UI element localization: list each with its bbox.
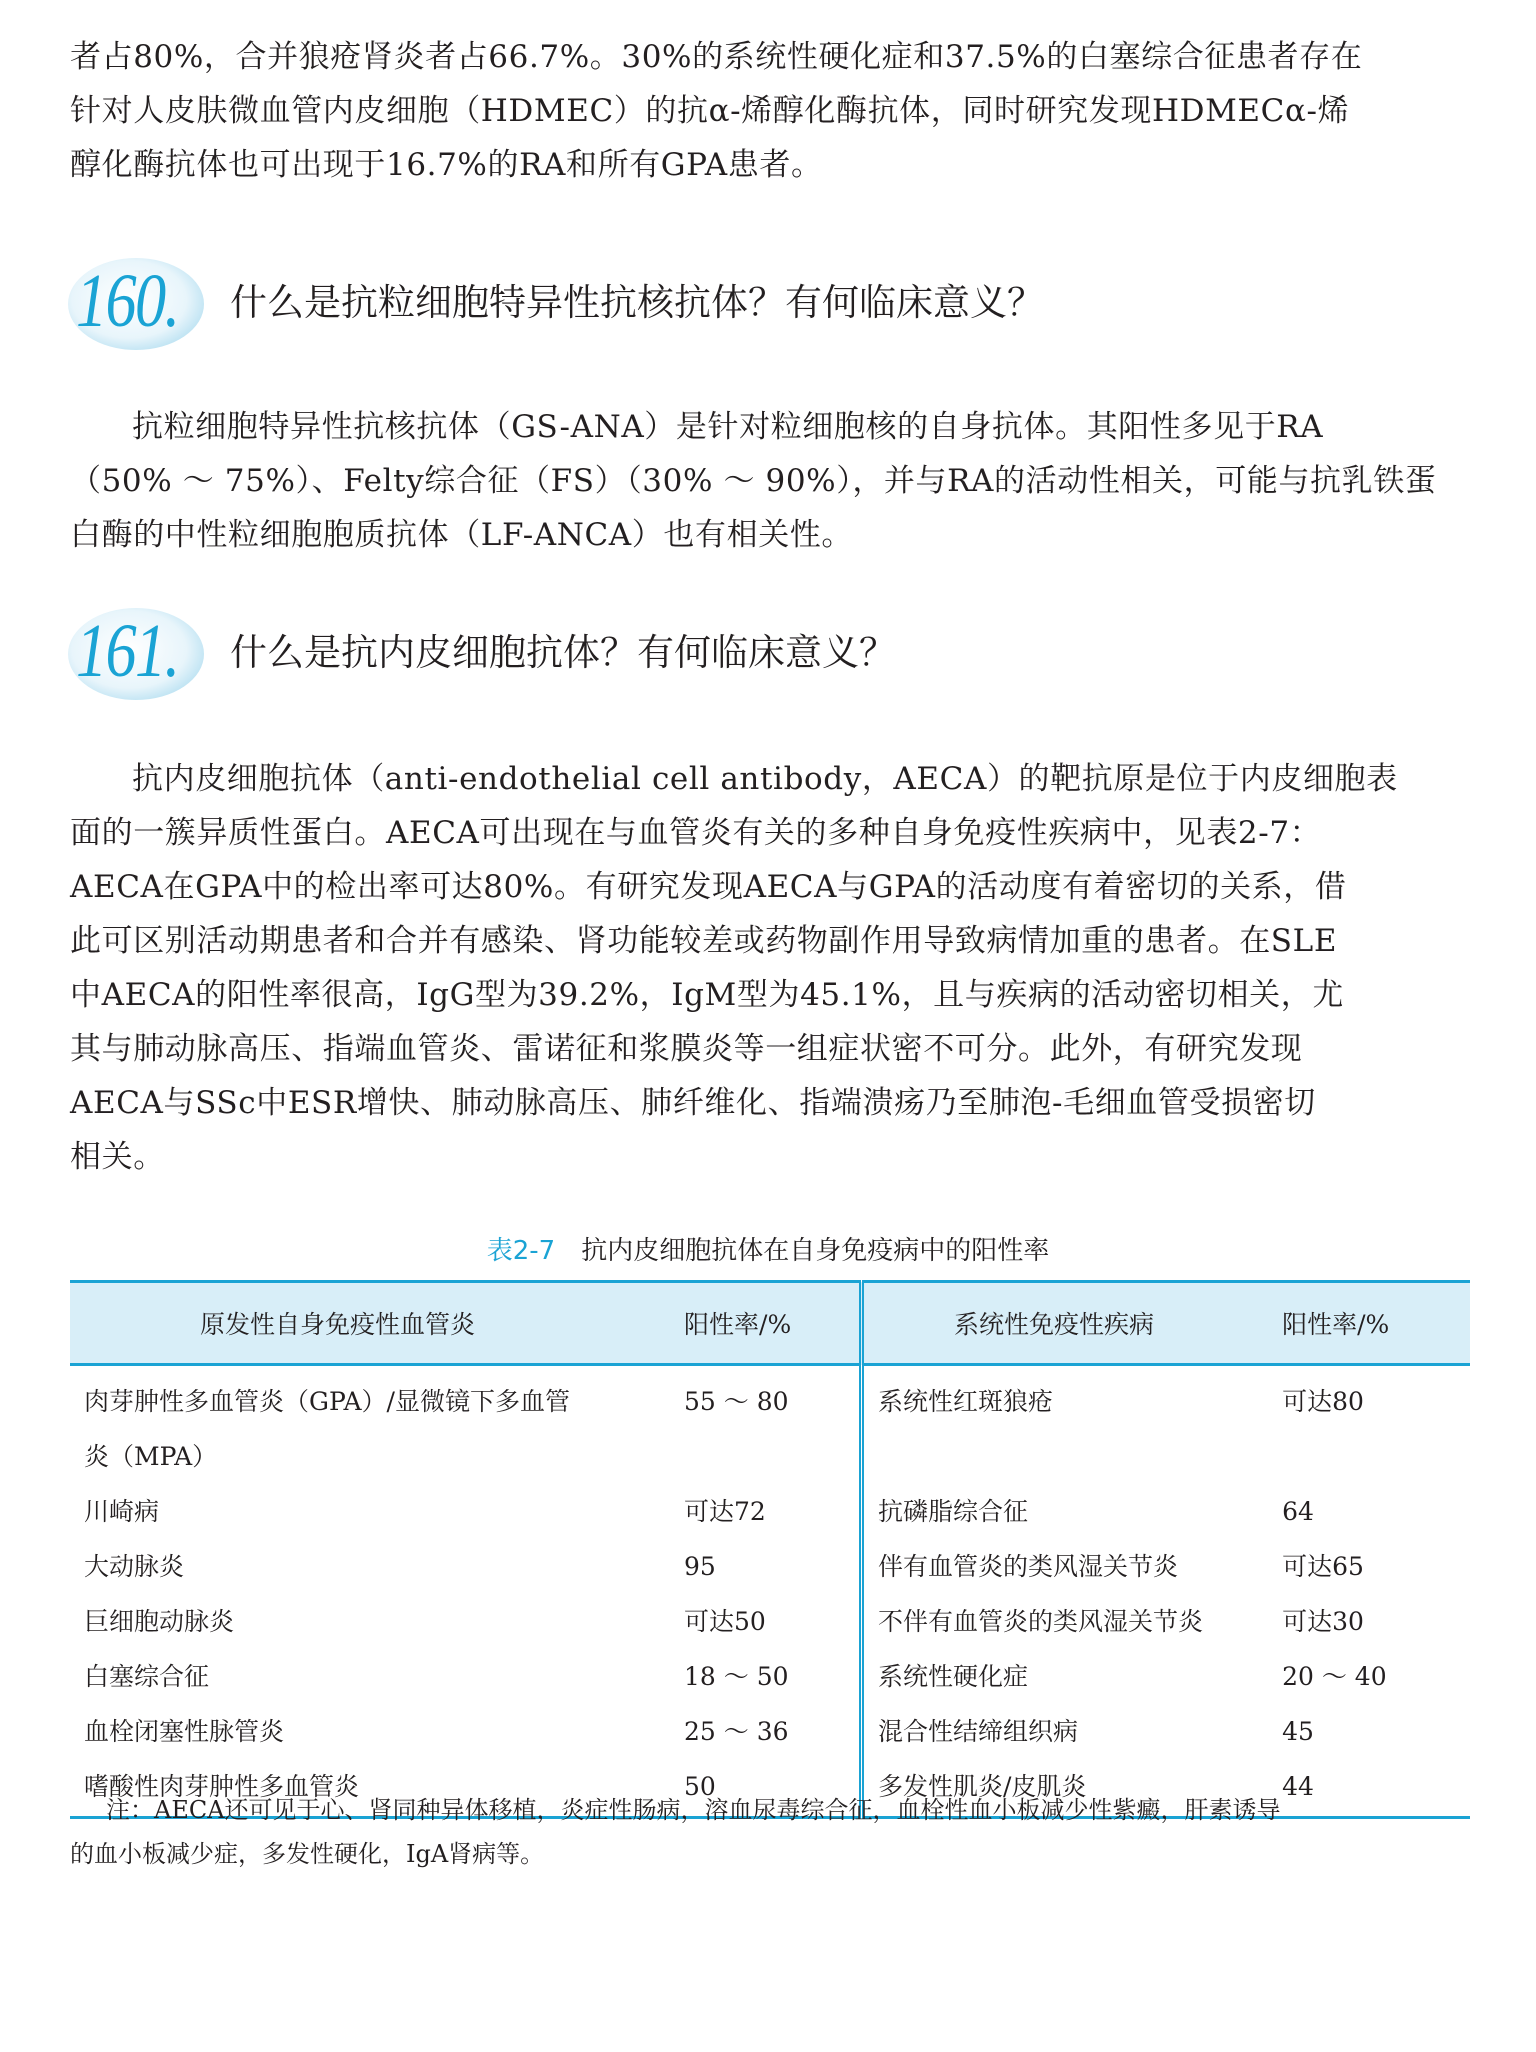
table-cell: 混合性结缔组织病 [877, 1717, 1078, 1746]
text-line: 抗粒细胞特异性抗核抗体（GS-ANA）是针对粒细胞核的自身抗体。其阳性多见于RA [132, 409, 1324, 445]
intro-paragraph [70, 30, 1470, 192]
table-cell: 可达65 [1282, 1552, 1364, 1581]
table-cell [672, 1429, 861, 1484]
column-header: 系统性免疫性疾病 [861, 1282, 1270, 1365]
table-row [70, 1539, 1470, 1594]
text-line: 此可区别活动期患者和合并有感染、肾功能较差或药物副作用导致病情加重的患者。在SLE [70, 923, 1338, 959]
table-caption-title: 抗内皮细胞抗体在自身免疫病中的阳性率 [581, 1236, 1050, 1266]
table-note [70, 1788, 1470, 1876]
aeca-positivity-table [70, 1280, 1470, 1819]
question-number: 160. [76, 259, 179, 343]
column-header: 阳性率/% [1270, 1282, 1470, 1365]
table-cell: 可达50 [672, 1594, 861, 1649]
text-line: （50% ～ 75%）、Felty综合征（FS）（30% ～ 90%），并与RA的活动性相关，可能与抗乳铁蛋 [70, 463, 1437, 499]
text-line: AECA在GPA中的检出率可达80%。有研究发现AECA与GPA的活动度有着密切的关系，借 [70, 869, 1347, 905]
table-cell: 55 ～ 80 [672, 1365, 861, 1430]
column-header: 阳性率/% [672, 1282, 861, 1365]
text-line: 中AECA的阳性率很高，IgG型为39.2%，IgM型为45.1%，且与疾病的活动密切相关，尤 [70, 977, 1344, 1013]
table-cell: 血栓闭塞性脉管炎 [84, 1717, 285, 1746]
table-cell: 不伴有血管炎的类风湿关节炎 [877, 1607, 1203, 1636]
text-line: 相关。 [70, 1139, 165, 1175]
table-cell: 肉芽肿性多血管炎（GPA）/显微镜下多血管 [84, 1387, 570, 1416]
table-cell: 50 [672, 1759, 861, 1818]
table-cell: 可达80 [1282, 1387, 1364, 1416]
table-cell: 可达30 [1282, 1607, 1364, 1636]
table-cell: 系统性红斑狼疮 [877, 1387, 1053, 1416]
text-line: 针对人皮肤微血管内皮细胞（HDMEC）的抗α-烯醇化酶抗体，同时研究发现HDMECα-烯 [70, 93, 1350, 129]
question-161-heading [64, 600, 1464, 710]
table-cell: 炎（MPA） [84, 1442, 218, 1471]
table-header-row [70, 1282, 1470, 1365]
note-line: 注：AECA还可见于心、肾同种异体移植，炎症性肠病，溶血尿毒综合征，血栓性血小板减少性紫癜，肝素诱导 [106, 1796, 1281, 1824]
table-row [70, 1484, 1470, 1539]
table-cell: 20 ～ 40 [1282, 1662, 1387, 1691]
table-cell: 嗜酸性肉芽肿性多血管炎 [70, 1759, 672, 1818]
note-line: 的血小板减少症，多发性硬化，IgA肾病等。 [70, 1840, 545, 1868]
table-cell: 45 [1282, 1717, 1314, 1746]
text-line: AECA与SSc中ESR增快、肺动脉高压、肺纤维化、指端溃疡乃至肺泡-毛细血管受损密切 [70, 1085, 1316, 1121]
column-header: 原发性自身免疫性血管炎 [70, 1282, 672, 1365]
table-cell: 系统性硬化症 [877, 1662, 1028, 1691]
table-cell: 巨细胞动脉炎 [84, 1607, 235, 1636]
table-cell: 大动脉炎 [84, 1552, 185, 1581]
question-160-heading [64, 250, 1464, 360]
table-row [70, 1649, 1470, 1704]
text-line: 者占80%，合并狼疮肾炎者占66.7%。30%的系统性硬化症和37.5%的白塞综合征患者存在 [70, 39, 1363, 75]
table-cell [861, 1429, 1270, 1484]
table-cell: 伴有血管炎的类风湿关节炎 [877, 1552, 1178, 1581]
table-cell: 多发性肌炎/皮肌炎 [861, 1759, 1270, 1818]
section-161-paragraph [70, 752, 1470, 1184]
table-cell: 64 [1282, 1497, 1314, 1526]
section-160-paragraph [70, 400, 1470, 562]
table-caption [0, 1230, 1536, 1267]
table-row [70, 1704, 1470, 1759]
table-cell: 44 [1270, 1759, 1470, 1818]
text-line: 醇化酶抗体也可出现于16.7%的RA和所有GPA患者。 [70, 147, 823, 183]
table-row [70, 1365, 1470, 1430]
table-cell: 95 [672, 1539, 861, 1594]
table-cell: 18 ～ 50 [672, 1649, 861, 1704]
table-row [70, 1594, 1470, 1649]
table-cell [1270, 1429, 1470, 1484]
text-line: 其与肺动脉高压、指端血管炎、雷诺征和浆膜炎等一组症状密不可分。此外，有研究发现 [70, 1031, 1303, 1067]
table-row [70, 1429, 1470, 1484]
table-cell: 25 ～ 36 [672, 1704, 861, 1759]
table-cell: 白塞综合征 [84, 1662, 210, 1691]
text-line: 面的一簇异质性蛋白。AECA可出现在与血管炎有关的多种自身免疫性疾病中，见表2-7： [70, 815, 1322, 851]
text-line: 白酶的中性粒细胞胞质抗体（LF-ANCA）也有相关性。 [70, 517, 853, 553]
question-title: 什么是抗内皮细胞抗体？有何临床意义？ [230, 631, 896, 674]
table-cell: 川崎病 [84, 1497, 160, 1526]
table-caption-number: 表2-7 [486, 1236, 556, 1266]
table-cell: 抗磷脂综合征 [877, 1497, 1028, 1526]
text-line: 抗内皮细胞抗体（anti-endothelial cell antibody，AECA）的靶抗原是位于内皮细胞表 [132, 761, 1398, 797]
question-title: 什么是抗粒细胞特异性抗核抗体？有何临床意义？ [230, 281, 1044, 324]
table-cell: 可达72 [672, 1484, 861, 1539]
question-number: 161. [76, 609, 179, 693]
